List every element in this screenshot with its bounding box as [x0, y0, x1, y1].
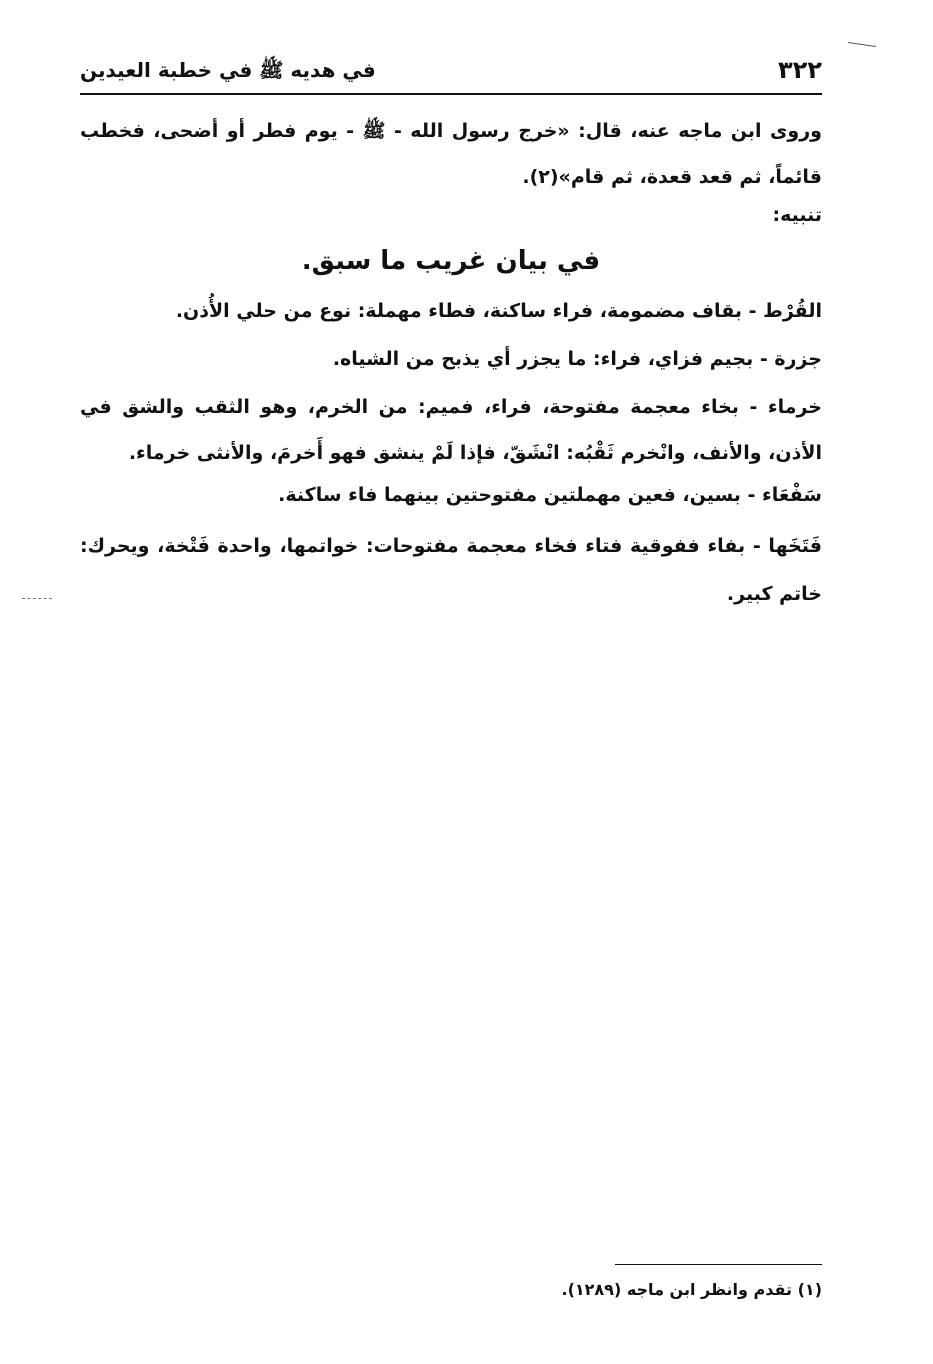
glossary-entry-qurt: القُرْط - بقاف مضمومة، فراء ساكنة، فطاء مهملة: نوع من حلي الأُذن.: [175, 300, 822, 322]
section-heading: في بيان غريب ما سبق.: [301, 246, 601, 276]
hadith-paragraph: وروى ابن ماجه عنه، قال: «خرج رسول الله - ﷺ - يوم فطر أو أضحى، فخطب قائماً، ثم قعد قعدة، ثم قام»(٢).: [80, 120, 822, 188]
running-title: في هديه ﷺ في خطبة العيدين: [80, 58, 376, 82]
header-rule: [80, 93, 822, 95]
glossary-entry-jazra: جزرة - بجيم فزاي، فراء: ما يجزر أي يذبح من الشياه.: [332, 348, 822, 370]
footnote: (١) تقدم وانظر ابن ماجه (١٢٨٩).: [561, 1280, 822, 1299]
notice-label: تنبيه:: [772, 204, 822, 226]
page-number: ٣٢٢: [778, 56, 822, 84]
footnote-rule: [615, 1264, 822, 1265]
glossary-entry-safaa: سَفْعَاء - بسين، فعين مهملتين مفتوحتين بينهما فاء ساكنة.: [278, 484, 822, 506]
glossary-entry-kharma: خرماء - بخاء معجمة مفتوحة، فراء، فميم: من الخرم، وهو الثقب والشق في الأذن، والأنف، وانْخرم ثَقْبُه: انْشَقّ، فإذا لَمْ ينشق فهو أَخرمَ، والأنثى خرماء.: [80, 396, 822, 464]
scan-margin-mark: [22, 598, 52, 599]
scan-corner-mark: [848, 42, 876, 47]
glossary-entry-fatakh: فَتَخَها - بفاء ففوقية فتاء فخاء معجمة مفتوحات: خواتمها، واحدة فَتْخة، ويحرك: خاتم كبير.: [80, 535, 822, 605]
page-header: [80, 52, 822, 92]
